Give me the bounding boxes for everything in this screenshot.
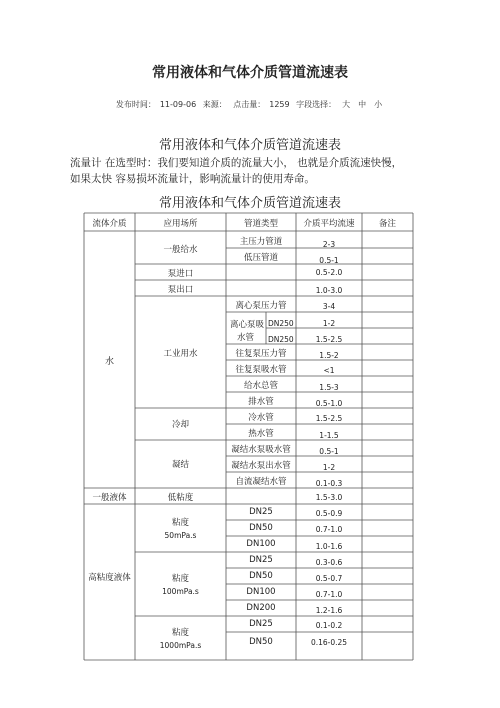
page-title: 常用液体和气体介质管道流速表: [152, 65, 348, 81]
article-subtitle: 常用液体和气体介质管道流速表: [158, 138, 341, 153]
app-viscosity-50-value: 50mPa.s: [164, 531, 197, 540]
velocity-1000-dn25: 0.1-0.2: [315, 621, 343, 630]
velocity-recip-pressure: 1.5-2: [319, 351, 339, 360]
clicks-count: 1259: [269, 100, 290, 109]
velocity-100-dn100: 0.7-1.0: [315, 590, 343, 599]
pipe-dn25-1000: DN25: [249, 619, 273, 629]
app-viscosity-100-value: 100mPa.s: [162, 587, 199, 596]
medium-high-viscosity: 高粘度液体: [88, 573, 131, 583]
velocity-centrifugal-suction-b: 1.5-2.5: [315, 335, 343, 344]
pipe-centrifugal-suction-1: 离心泵吸: [230, 320, 265, 330]
pipe-dn250-a: DN250: [268, 319, 294, 328]
velocity-pump-inlet: 0.5-2.0: [315, 268, 343, 277]
pipe-dn25-100: DN25: [249, 555, 273, 565]
pipe-dn200-100: DN200: [246, 603, 276, 613]
app-industrial-water: 工业用水: [163, 349, 198, 359]
velocity-100-dn50: 0.5-0.7: [315, 574, 343, 583]
header-remarks: 备注: [378, 219, 396, 229]
velocity-50-dn100: 1.0-1.6: [315, 542, 343, 551]
pipe-dn50-1000: DN50: [249, 637, 273, 647]
app-general-supply: 一般给水: [163, 245, 198, 255]
velocity-centrifugal-suction-a: 1-2: [322, 319, 336, 328]
velocity-50-dn50: 0.7-1.0: [315, 525, 343, 534]
pipe-dn100-100: DN100: [246, 587, 276, 597]
velocity-1000-dn50: 0.16-0.25: [310, 638, 348, 647]
pipe-centrifugal-suction-2: 水管: [237, 333, 255, 343]
pipe-condensate-suction: 凝结水泵吸水管: [231, 445, 291, 455]
app-pump-inlet: 泵进口: [167, 269, 194, 279]
intro-line-1: 流量计 在选型时：我们要知道介质的流量大小， 也就是介质流速快慢，: [70, 157, 403, 169]
app-viscosity-50: 粘度: [171, 518, 189, 528]
velocity-100-dn25: 0.3-0.6: [315, 558, 343, 567]
velocity-condensate-outlet: 1-2: [322, 463, 336, 472]
intro-line-2: 如果太快 容易损坏流量计，影响流量计的使用寿命。: [70, 173, 315, 185]
app-cooling: 冷却: [171, 420, 189, 430]
pipe-main-supply: 给水总管: [243, 381, 278, 391]
pipe-dn50-50: DN50: [249, 523, 273, 533]
publish-date: 11-09-06: [159, 100, 197, 109]
header-medium: 流体介质: [92, 219, 127, 229]
velocity-recip-suction: <1: [323, 366, 335, 375]
app-pump-outlet: 泵出口: [167, 285, 194, 295]
source-label: 来源：: [202, 100, 227, 109]
pipe-dn250-b: DN250: [268, 335, 294, 344]
pipe-centrifugal-pressure: 离心泵压力管: [235, 301, 287, 311]
header-application: 应用场所: [163, 219, 198, 229]
font-size-small-link[interactable]: 小: [374, 100, 383, 109]
app-condensate: 凝结: [171, 460, 189, 470]
app-viscosity-1000-value: 1000mPa.s: [159, 641, 202, 650]
table-title: 常用液体和气体介质管道流速表: [158, 196, 341, 211]
clicks-label: 点击量：: [233, 100, 266, 109]
app-low-viscosity: 低粘度: [167, 493, 194, 503]
velocity-hot-water: 1-1.5: [319, 431, 339, 440]
pipe-drain: 排水管: [248, 397, 274, 407]
header-avg-velocity: 介质平均流速: [303, 219, 355, 229]
velocity-condensate-suction: 0.5-1: [319, 447, 339, 456]
app-viscosity-1000: 粘度: [171, 628, 189, 638]
header-pipe-type: 管道类型: [243, 219, 278, 229]
pipe-condensate-outlet: 凝结水泵出水管: [231, 461, 291, 471]
velocity-main-pressure: 2-3: [322, 240, 336, 249]
pipe-low-pressure: 低压管道: [243, 253, 278, 263]
pipe-self-flow: 自流凝结水管: [235, 477, 287, 487]
pipe-recip-suction: 往复泵吸水管: [235, 365, 287, 375]
velocity-50-dn25: 0.5-0.9: [315, 509, 343, 518]
pipe-dn100-50: DN100: [246, 539, 276, 549]
velocity-pump-outlet: 1.0-3.0: [315, 286, 343, 295]
publish-label: 发布时间：: [115, 100, 156, 109]
font-size-large-link[interactable]: 大: [342, 100, 351, 109]
pipe-dn50-100: DN50: [249, 571, 273, 581]
pipe-cold-water: 冷水管: [248, 413, 274, 423]
pipe-recip-pressure: 往复泵压力管: [235, 349, 287, 359]
pipe-main-pressure: 主压力管道: [239, 237, 283, 247]
pipe-dn25-50: DN25: [249, 507, 273, 517]
font-size-medium-link[interactable]: 中: [358, 100, 367, 109]
velocity-self-flow: 0.1-0.3: [315, 479, 343, 488]
velocity-cold-water: 1.5-2.5: [315, 414, 343, 423]
medium-general-liquid: 一般液体: [92, 493, 127, 503]
medium-water: 水: [104, 357, 114, 367]
velocity-centrifugal-pressure: 3-4: [322, 302, 336, 311]
velocity-drain: 0.5-1.0: [315, 399, 343, 408]
velocity-main-supply: 1.5-3: [319, 383, 339, 392]
velocity-low-viscosity: 1.5-3.0: [315, 493, 343, 502]
pipe-hot-water: 热水管: [248, 429, 274, 439]
velocity-100-dn200: 1.2-1.6: [315, 606, 343, 615]
font-select-label: 字段选择：: [296, 100, 337, 109]
velocity-low-pressure: 0.5-1: [319, 256, 339, 265]
app-viscosity-100: 粘度: [171, 574, 189, 584]
